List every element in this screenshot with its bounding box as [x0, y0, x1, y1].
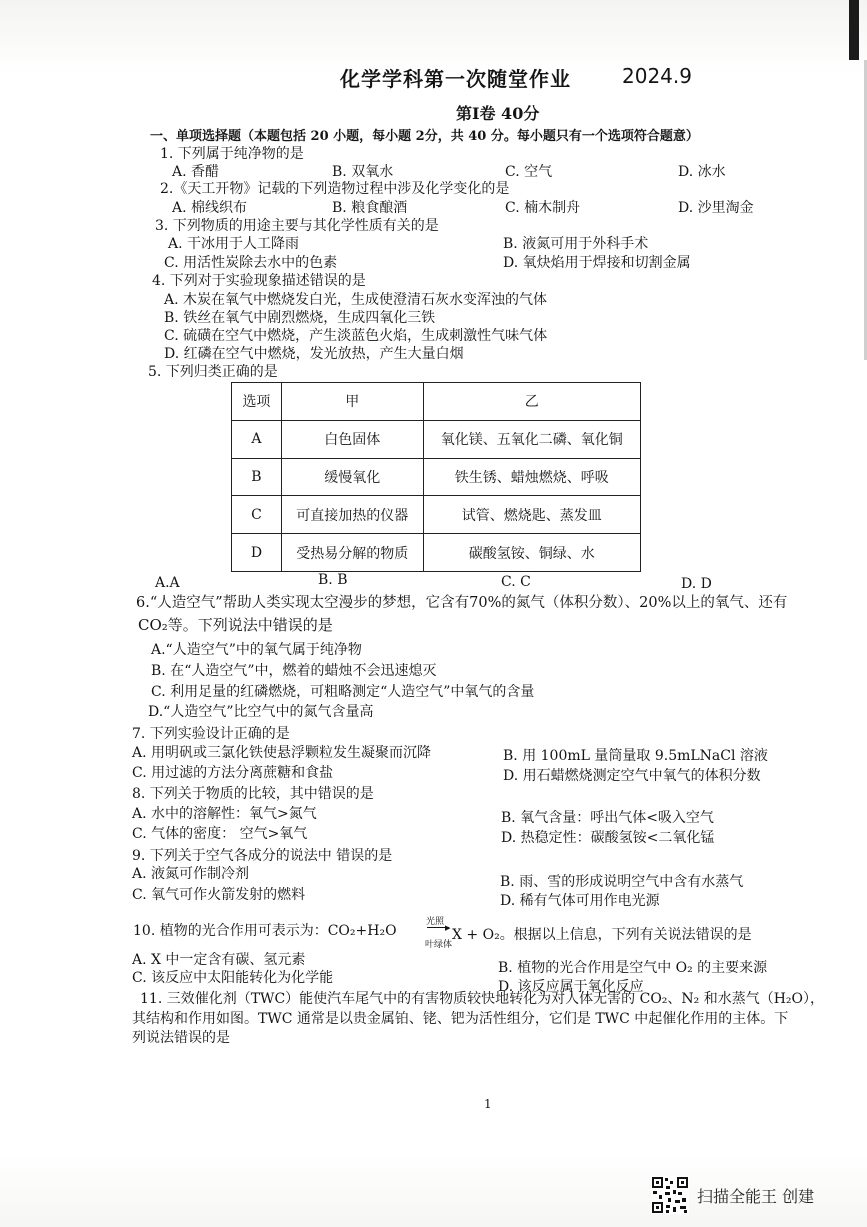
- q4-option-d: D. 红磷在空气中燃烧，发光放热，产生大量白烟: [164, 346, 464, 362]
- table-cell: 可直接加热的仪器: [281, 496, 423, 534]
- page-date: 2024.9: [622, 64, 692, 88]
- q10-stem-pre: 10. 植物的光合作用可表示为：CO₂+H₂O: [133, 923, 397, 939]
- q7-option-d: D. 用石蜡燃烧测定空气中氧气的体积分数: [503, 768, 761, 784]
- q2-option-c: C. 楠木制舟: [505, 200, 581, 216]
- q7-option-c: C. 用过滤的方法分离蔗糖和食盐: [132, 765, 334, 781]
- q8-option-d: D. 热稳定性：碳酸氢铵<二氧化锰: [501, 830, 715, 846]
- qr-code-icon: [651, 1176, 689, 1214]
- table-header-cell: 甲: [281, 383, 423, 421]
- q1-option-a: A. 香醋: [172, 164, 220, 180]
- table-cell: A: [232, 420, 282, 458]
- q10-option-c: C. 该反应中太阳能转化为化学能: [132, 970, 334, 986]
- q2-option-a: A. 棉线织布: [172, 200, 248, 216]
- table-cell: B: [232, 458, 282, 496]
- q4-stem: 4. 下列对于实验现象描述错误的是: [152, 273, 366, 289]
- q2-option-d: D. 沙里淘金: [678, 200, 754, 216]
- table-cell: 缓慢氧化: [281, 458, 423, 496]
- q1-option-c: C. 空气: [505, 164, 553, 180]
- q9-stem: 9. 下列关于空气各成分的说法中 错误的是: [132, 848, 393, 864]
- q3-option-a: A. 干冰用于人工降雨: [168, 236, 300, 252]
- q5-option-d: D. D: [681, 576, 712, 592]
- q3-option-d: D. 氧炔焰用于焊接和切割金属: [503, 255, 691, 271]
- q4-option-c: C. 硫磺在空气中燃烧，产生淡蓝色火焰，生成刺激性气味气体: [164, 328, 548, 344]
- q3-option-b: B. 液氮可用于外科手术: [503, 236, 649, 252]
- table-header-cell: 乙: [423, 383, 640, 421]
- table-cell: 碳酸氢铵、铜绿、水: [423, 534, 640, 572]
- q7-option-a: A. 用明矾或三氯化铁使悬浮颗粒发生凝聚而沉降: [132, 745, 432, 761]
- section-heading: 一、单项选择题（本题包括 20 小题，每小题 2分，共 40 分。每小题只有一个选项符合题意）: [150, 129, 699, 144]
- q10-option-b: B. 植物的光合作用是空气中 O₂ 的主要来源: [498, 960, 768, 976]
- q9-option-d: D. 稀有气体可用作电光源: [500, 893, 660, 909]
- q6-option-c: C. 利用足量的红磷燃烧，可粗略测定“人造空气”中氧气的含量: [151, 684, 535, 700]
- q11-stem-line3: 列说法错误的是: [132, 1030, 230, 1046]
- q4-option-a: A. 木炭在氧气中燃烧发白光，生成使澄清石灰水变浑浊的气体: [164, 292, 548, 308]
- scan-edge-mark: [849, 0, 859, 60]
- q8-option-c: C. 气体的密度： 空气>氧气: [132, 826, 308, 842]
- q8-option-a: A. 水中的溶解性：氧气>氮气: [132, 806, 317, 822]
- q8-stem: 8. 下列关于物质的比较，其中错误的是: [132, 786, 374, 802]
- table-row: [232, 534, 641, 572]
- table-cell: 铁生锈、蜡烛燃烧、呼吸: [423, 458, 640, 496]
- q5-option-c: C. C: [501, 574, 531, 590]
- q7-option-b: B. 用 100mL 量筒量取 9.5mLNaCl 溶液: [503, 748, 768, 764]
- page-title: 化学学科第一次随堂作业: [340, 67, 571, 91]
- q9-option-b: B. 雨、雪的形成说明空气中含有水蒸气: [500, 874, 744, 890]
- q4-option-b: B. 铁丝在氧气中剧烈燃烧，生成四氧化三铁: [164, 310, 436, 326]
- table-cell: C: [232, 496, 282, 534]
- q6-option-a: A.“人造空气”中的氧气属于纯净物: [151, 642, 362, 658]
- table-header-row: [232, 383, 641, 421]
- q7-stem: 7. 下列实验设计正确的是: [132, 726, 290, 742]
- q6-option-d: D.“人造空气”比空气中的氮气含量高: [148, 704, 374, 720]
- table-cell: 受热易分解的物质: [281, 534, 423, 572]
- q1-option-d: D. 冰水: [678, 164, 726, 180]
- table-row: [232, 458, 641, 496]
- table-row: [232, 496, 641, 534]
- part-heading: 第I卷 40分: [456, 104, 540, 123]
- q9-option-c: C. 氧气可作火箭发射的燃料: [132, 887, 306, 903]
- q1-stem: 1. 下列属于纯净物的是: [160, 146, 304, 162]
- q10-option-d: D. 该反应属于氧化反应: [498, 979, 644, 995]
- q1-option-b: B. 双氧水: [332, 164, 394, 180]
- q10-option-a: A. X 中一定含有碳、氢元素: [132, 952, 306, 968]
- table-cell: 试管、燃烧匙、蒸发皿: [423, 496, 640, 534]
- table-cell: 氧化镁、五氧化二磷、氧化铜: [423, 420, 640, 458]
- q6-stem-line1: 6.“人造空气”帮助人类实现太空漫步的梦想，它含有70%的氮气（体积分数）、20%以上的氧气、还有: [136, 595, 788, 611]
- table-cell: D: [232, 534, 282, 572]
- q2-stem: 2.《天工开物》记载的下列造物过程中涉及化学变化的是: [160, 181, 510, 197]
- page-number: 1: [484, 1097, 492, 1111]
- q11-stem-line1: 11. 三效催化剂（TWC）能使汽车尾气中的有害物质较快地转化为对人体无害的 CO₂、N₂ 和水蒸气（H₂O），: [140, 991, 825, 1007]
- q6-option-b: B. 在“人造空气”中，燃着的蜡烛不会迅速熄灭: [151, 663, 437, 679]
- q5-option-b: B. B: [318, 572, 348, 588]
- scanner-watermark: 扫描全能王 创建: [697, 1187, 815, 1206]
- q8-option-b: B. 氧气含量：呼出气体<吸入空气: [501, 810, 714, 826]
- arrow-head-icon: ▸: [445, 921, 451, 934]
- q3-stem: 3. 下列物质的用途主要与其化学性质有关的是: [155, 218, 439, 234]
- arrow-condition-chloroplast: 叶绿体: [425, 940, 453, 950]
- q2-option-b: B. 粮食酿酒: [332, 200, 408, 216]
- table-cell: 白色固体: [281, 420, 423, 458]
- q11-stem-line2: 其结构和作用如图。TWC 通常是以贵金属铂、铑、钯为活性组分，它们是 TWC 中起催化作用的主体。下: [132, 1011, 789, 1027]
- q10-stem-post: X + O₂。根据以上信息，下列有关说法错误的是: [452, 927, 752, 943]
- table-row: [232, 420, 641, 458]
- table-header-cell: 选项: [232, 383, 282, 421]
- arrow-condition-light: 光照: [426, 917, 445, 927]
- q9-option-a: A. 液氮可作制冷剂: [132, 866, 250, 882]
- q5-classification-table: [231, 382, 641, 572]
- q5-stem: 5. 下列归类正确的是: [148, 364, 278, 380]
- q5-option-a: A.A: [155, 575, 180, 591]
- q3-option-c: C. 用活性炭除去水中的色素: [164, 255, 338, 271]
- q6-stem-line2: CO₂等。下列说法中错误的是: [138, 616, 333, 634]
